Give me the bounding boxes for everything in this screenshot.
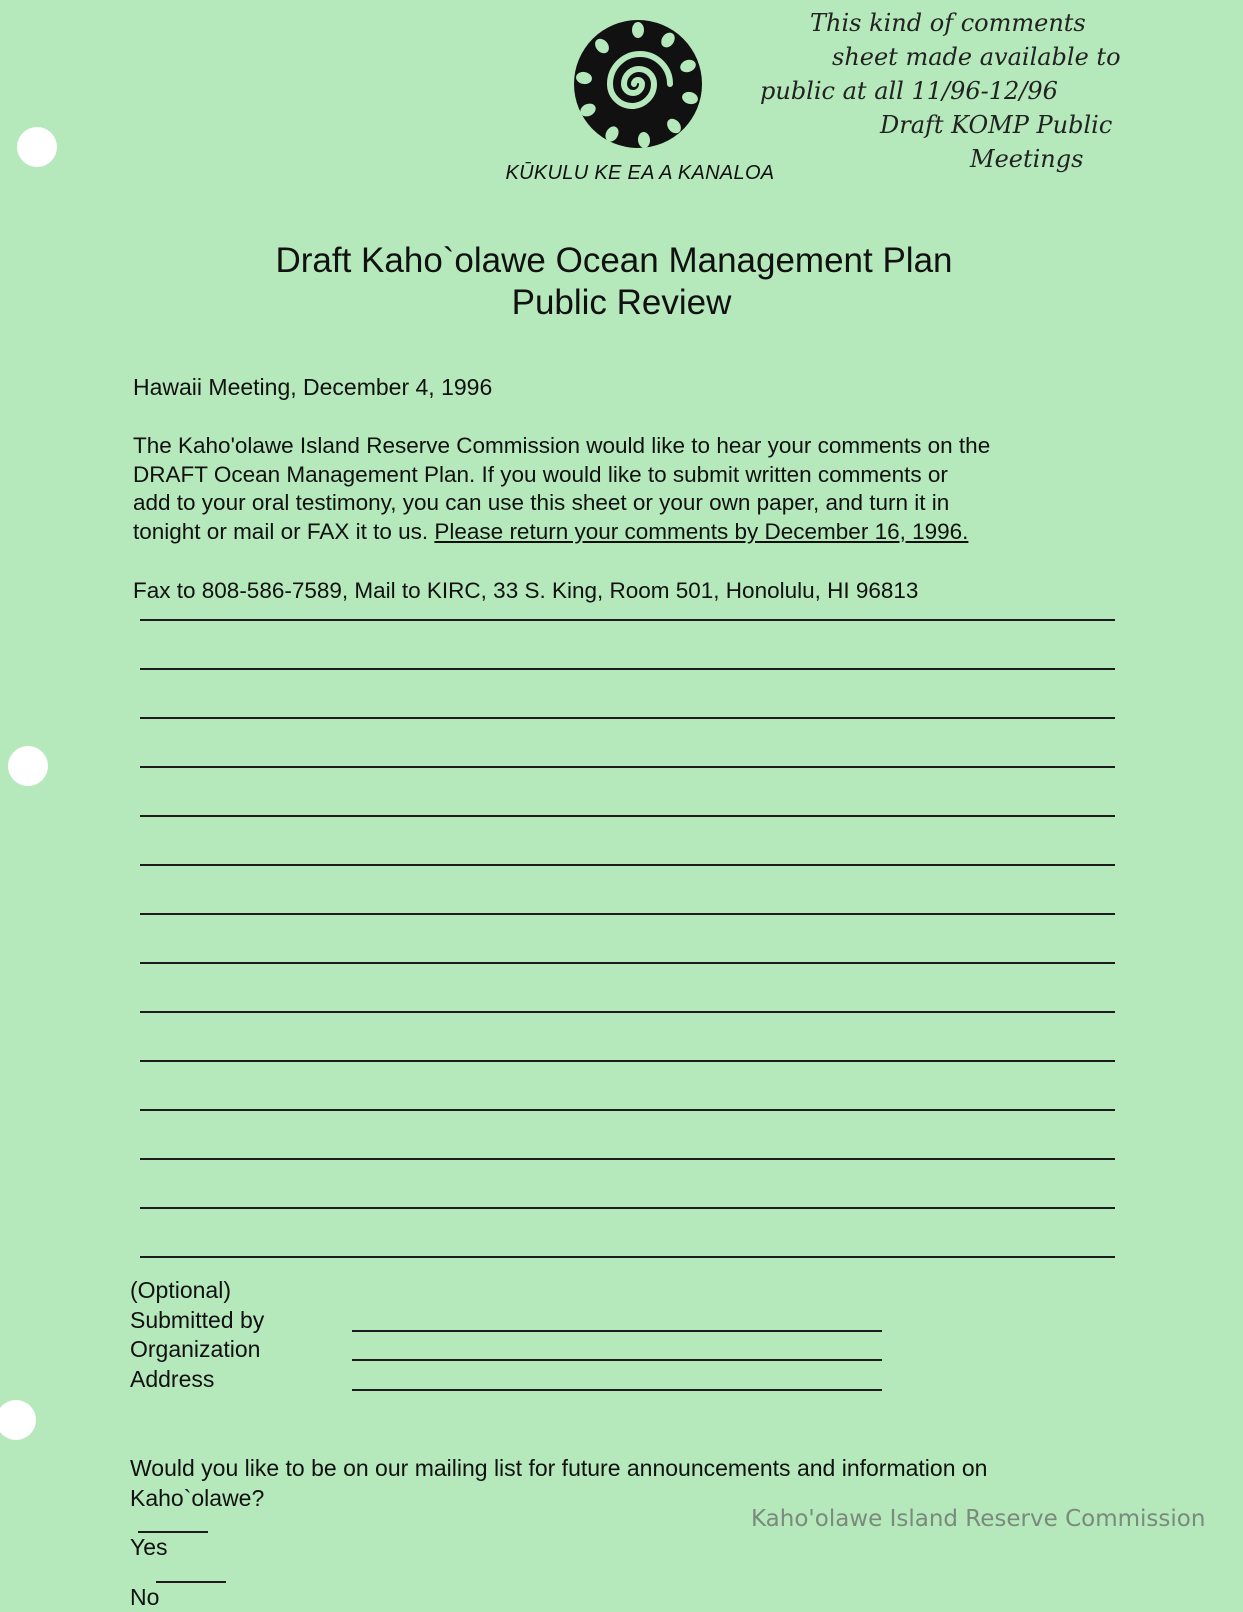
comment-line[interactable] [140, 670, 1115, 719]
spiral-logo-icon [572, 18, 704, 150]
comment-line[interactable] [140, 768, 1115, 817]
title-line-2: Public Review [0, 282, 1243, 324]
no-label: No [130, 1584, 159, 1610]
comment-lines[interactable] [140, 619, 1115, 1258]
submitted-by-label: Submitted by [130, 1306, 264, 1336]
comment-line[interactable] [140, 866, 1115, 915]
comment-line[interactable] [140, 1062, 1115, 1111]
watermark: Kaho'olawe Island Reserve Commission [751, 1506, 1205, 1532]
document-title [0, 240, 1243, 324]
yes-label: Yes [130, 1534, 168, 1560]
logo-motto: KŪKULU KE EA A KANALOA [440, 162, 840, 185]
comment-line[interactable] [140, 719, 1115, 768]
submitted-by-field[interactable] [352, 1330, 882, 1332]
intro-paragraph [133, 432, 1123, 546]
comment-line[interactable] [140, 1111, 1115, 1160]
intro-line-plain: tonight or mail or FAX it to us. [133, 519, 434, 544]
mailing-list-question [130, 1454, 987, 1612]
mailing-question-prefix: Kaho`olawe? [130, 1485, 264, 1511]
return-deadline: Please return your comments by December 16, 1996. [434, 519, 968, 544]
mailing-question-line: Would you like to be on our mailing list for future announcements and information on [130, 1454, 987, 1484]
title-line-1: Draft Kaho`olawe Ocean Management Plan [0, 240, 1243, 282]
meeting-date: Hawaii Meeting, December 4, 1996 [133, 374, 492, 401]
handwritten-note-line: Draft KOMP Public [880, 108, 1230, 142]
handwritten-note-line: sheet made available to [832, 40, 1230, 74]
handwritten-note-line: public at all 11/96-12/96 [760, 74, 1230, 108]
comment-line[interactable] [140, 817, 1115, 866]
address-label: Address [130, 1365, 264, 1395]
comment-line[interactable] [140, 964, 1115, 1013]
intro-line: add to your oral testimony, you can use this sheet or your own paper, and turn it in [133, 489, 1123, 518]
handwritten-note-line: This kind of comments [810, 6, 1230, 40]
comment-line[interactable] [140, 1013, 1115, 1062]
handwritten-note-line: Meetings [970, 142, 1230, 176]
comment-line[interactable] [140, 1209, 1115, 1258]
punch-hole-middle [8, 746, 48, 786]
organization-label: Organization [130, 1335, 264, 1365]
intro-line: DRAFT Ocean Management Plan. If you would like to submit written comments or [133, 461, 1123, 490]
intro-line-4 [133, 518, 1123, 547]
address-field[interactable] [352, 1389, 882, 1391]
punch-hole-bottom [0, 1400, 36, 1440]
comment-line[interactable] [140, 1160, 1115, 1209]
yes-blank[interactable] [138, 1513, 208, 1533]
punch-hole-top [17, 127, 57, 167]
optional-contact-block [130, 1276, 264, 1394]
no-blank[interactable] [156, 1563, 226, 1583]
comment-line[interactable] [140, 915, 1115, 964]
intro-line: The Kaho'olawe Island Reserve Commission would like to hear your comments on the [133, 432, 1123, 461]
comment-line[interactable] [140, 621, 1115, 670]
handwritten-note [760, 6, 1230, 176]
mailing-answer-line [130, 1484, 987, 1612]
organization-field[interactable] [352, 1359, 882, 1361]
contact-info: Fax to 808-586-7589, Mail to KIRC, 33 S. King, Room 501, Honolulu, HI 96813 [133, 578, 918, 604]
optional-heading: (Optional) [130, 1276, 264, 1306]
